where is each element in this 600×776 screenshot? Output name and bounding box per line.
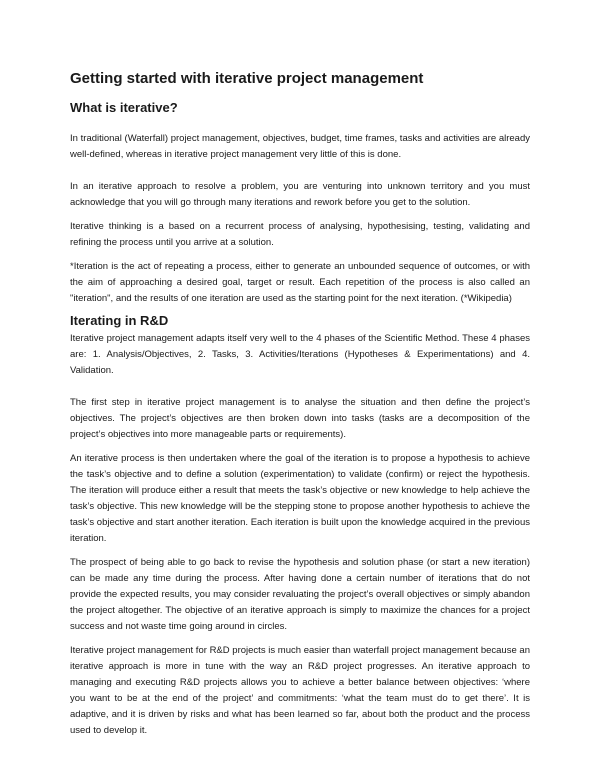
paragraph: The first step in iterative project management is to analyse the situation and then define the project’s objectives. The project’s objectives are then broken down into tasks (tasks are a decomposition of the project’s objectives into more manageable parts or requirements). <box>70 397 530 440</box>
paragraph: Iterative project management adapts itself very well to the 4 phases of the Scientific Method. These 4 phases are: 1. Analysis/Objectives, 2. Tasks, 3. Activities/Iterations (Hypotheses & Experimentations) and 4. Validation. <box>70 333 530 376</box>
paragraph: *Iteration is the act of repeating a process, either to generate an unbounded sequence of outcomes, or with the aim of approaching a desired goal, target or result. Each repetition of the process is also called an "iteration", and the results of one iteration are used as the starting point for the next iteration. (*Wikipedia) <box>70 261 530 304</box>
paragraph: Iterative project management for R&D projects is much easier than waterfall project management because an iterative approach is more in tune with the way an R&D project progresses. An iterative approach to managing and executing R&D projects allows you to achieve a better balance between objectives: ‘where you want to be at the end of the project’ and commitments: ‘what the team must do to get there’. It is adaptive, and it is driven by risks and what has been learned so far, about both the product and the process used to develop it. <box>70 645 530 736</box>
paragraph: In traditional (Waterfall) project management, objectives, budget, time frames, tasks and activities are already well-defined, whereas in iterative project management very little of this is done. <box>70 133 530 160</box>
document-title: Getting started with iterative project management <box>70 70 424 87</box>
paragraph: In an iterative approach to resolve a problem, you are venturing into unknown territory and you must acknowledge that you will go through many iterations and rework before you get to the solution. <box>70 181 530 208</box>
paragraph: Iterative thinking is a based on a recurrent process of analysing, hypothesising, testing, validating and refining the process until you arrive at a solution. <box>70 221 530 248</box>
paragraph: The prospect of being able to go back to revise the hypothesis and solution phase (or start a new iteration) can be made any time during the process. After having done a certain number of iterations that do not provide the expected results, you may consider revaluating the project’s overall objectives or simply abandon the project altogether. The objective of an iterative approach is simply to maximize the chances for a project success and not waste time going around in circles. <box>70 557 530 632</box>
section-heading-iterating-in-rd: Iterating in R&D <box>70 313 169 328</box>
section-heading-what-is-iterative: What is iterative? <box>70 100 178 115</box>
document-page <box>70 70 530 739</box>
paragraph: An iterative process is then undertaken where the goal of the iteration is to propose a hypothesis to achieve the task’s objective and to define a solution (experimentation) to validate (confirm) or reject the hypothesis. The iteration will produce either a result that meets the task’s objective or new knowledge to help achieve the task’s objective. This new knowledge will be the stepping stone to propose another hypothesis to achieve the task’s objective and start another iteration. Each iteration is built upon the knowledge acquired in the previous iteration. <box>70 453 530 544</box>
